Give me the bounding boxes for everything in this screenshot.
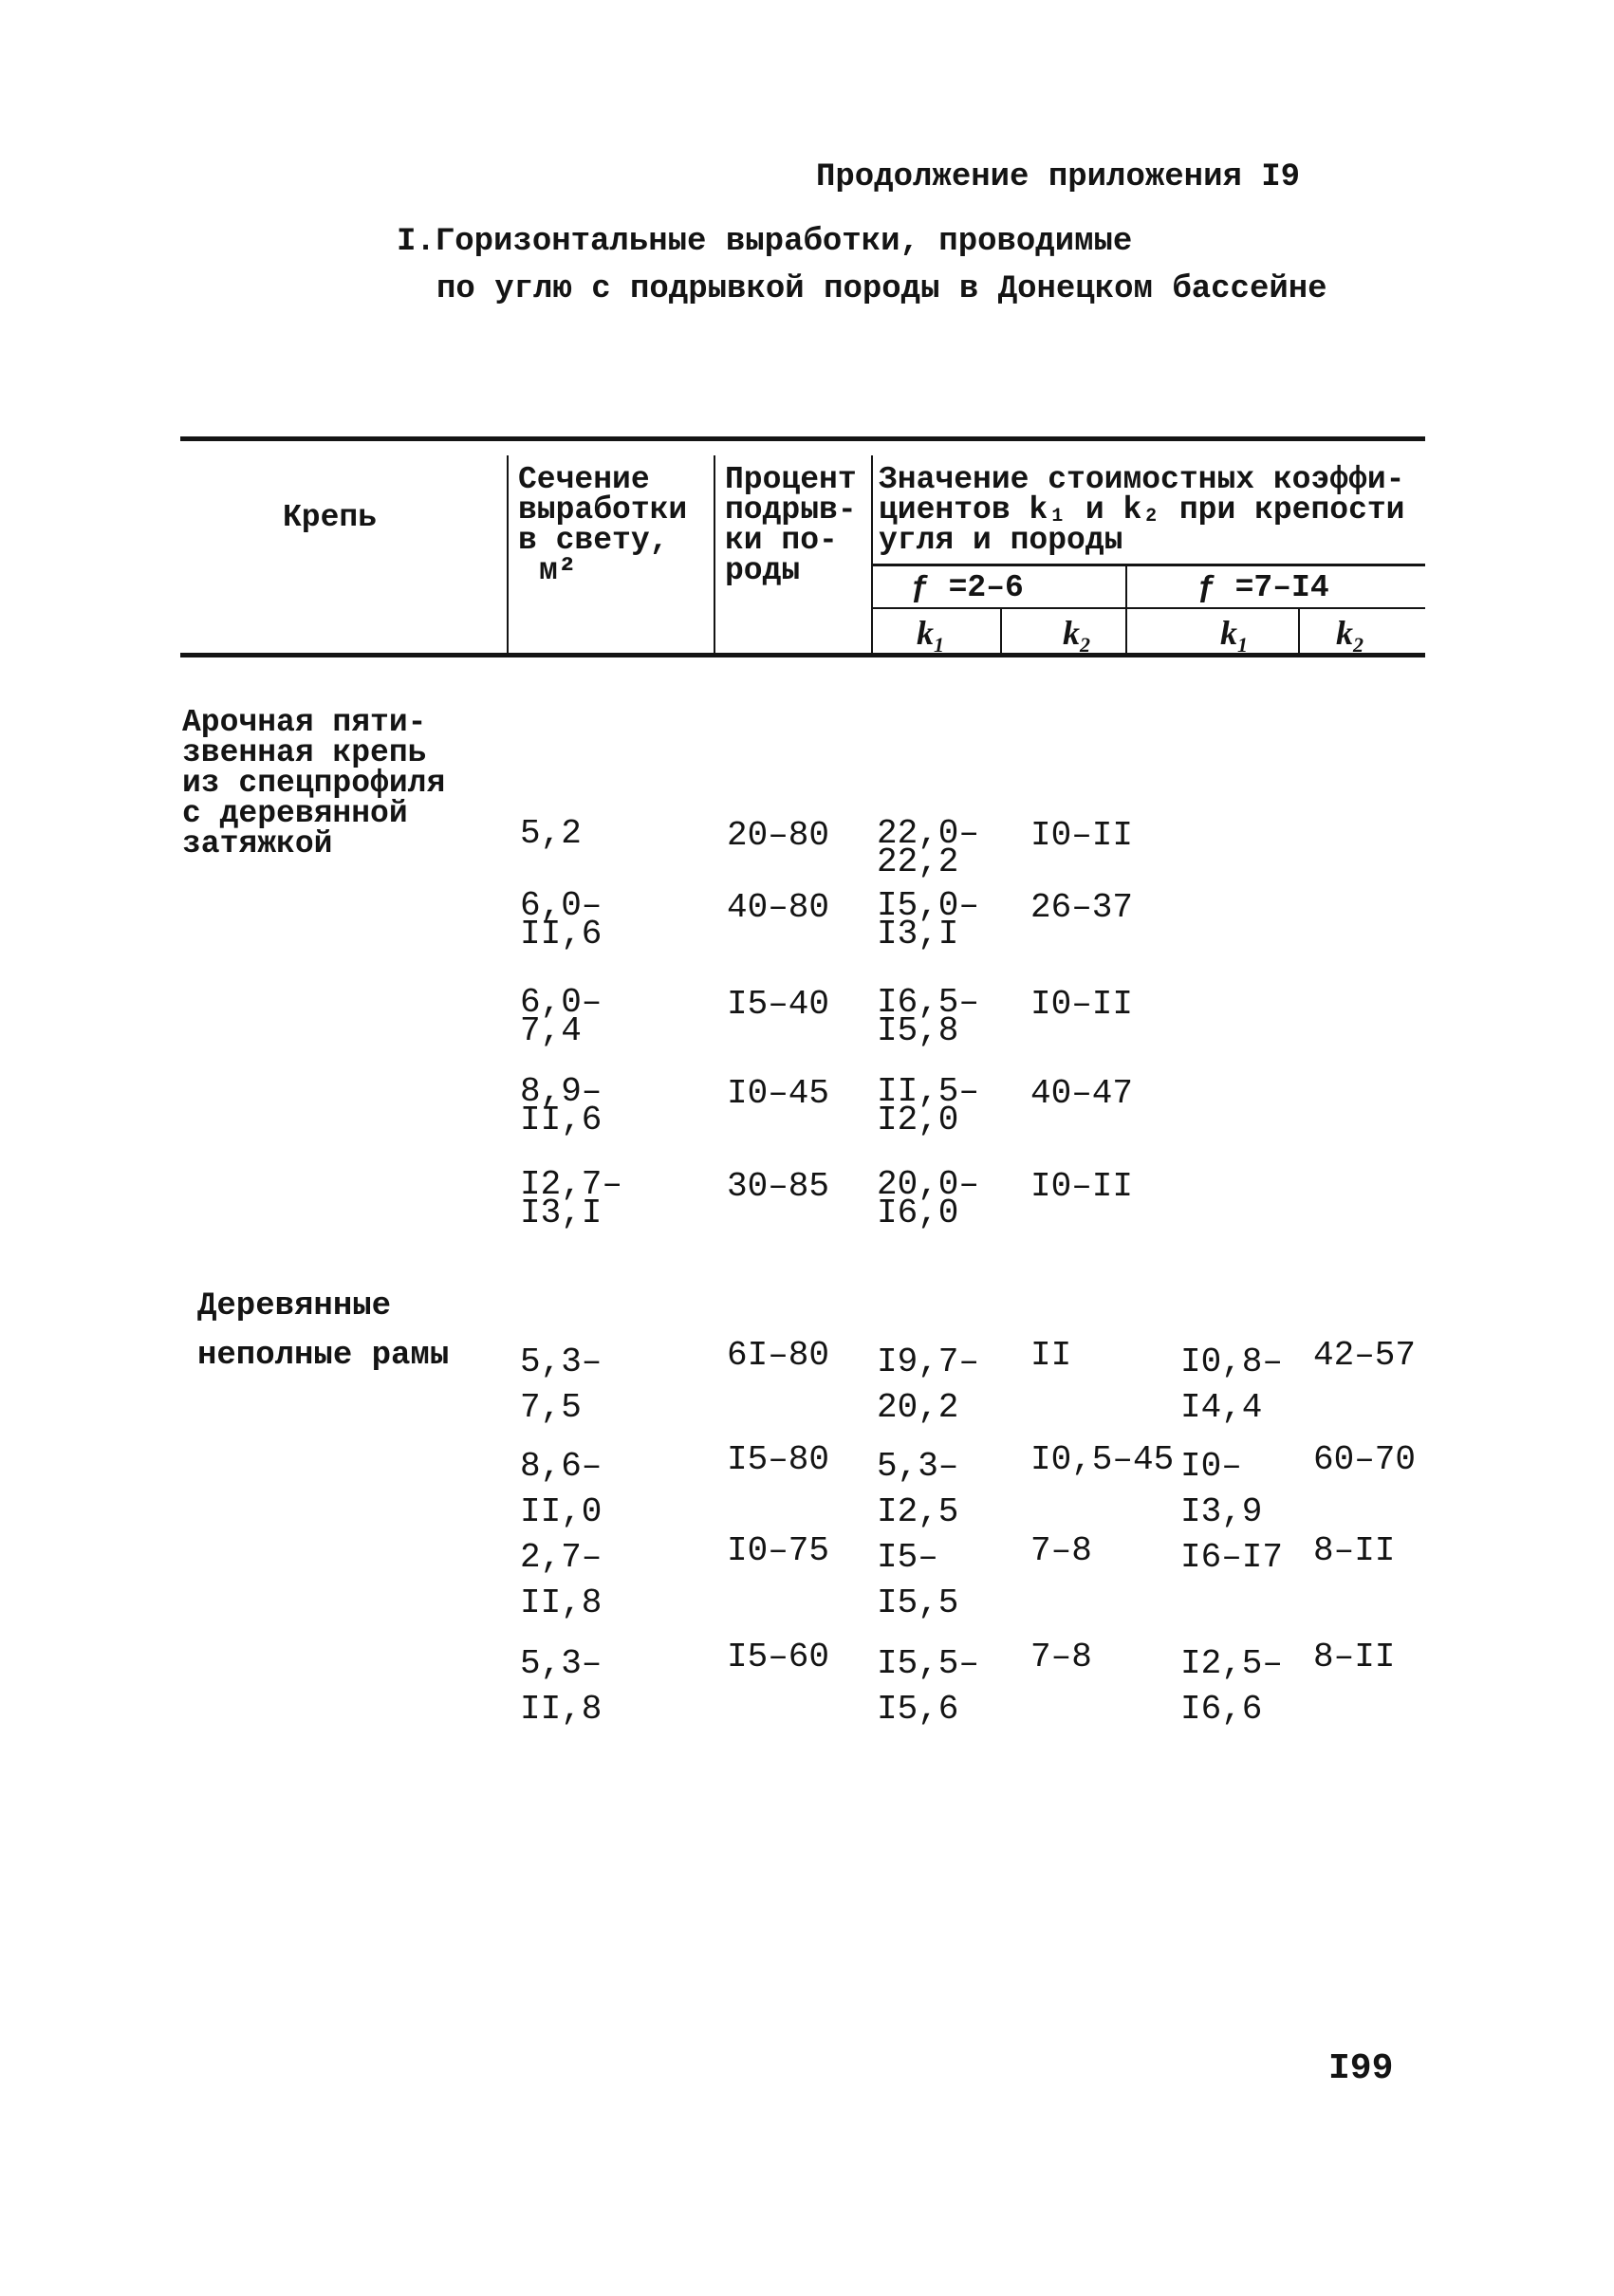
cell-k2-f2-6: I0–II — [1030, 985, 1134, 1024]
cell-k1-f7-14: I6–I7 — [1180, 1538, 1284, 1577]
group2-label-line1: Деревянные — [197, 1288, 392, 1324]
cell-sechenie: 6,0– II,6 — [520, 886, 603, 954]
cell-k1-f2-6: 20,0– I6,0 — [877, 1165, 980, 1232]
f-row-underline — [871, 607, 1425, 609]
col-sep-3 — [871, 455, 873, 653]
cell-k2-f2-6: 7–8 — [1030, 1638, 1092, 1676]
col-header-krep: Крепь — [283, 500, 378, 535]
cell-sechenie: 6,0– 7,4 — [520, 983, 603, 1050]
cell-procent: I0–75 — [727, 1531, 830, 1570]
col-header-znachenie: Значение стоимостных коэффи- циентов k₁ и k₂ при крепости угля и породы — [879, 462, 1405, 558]
col-header-k1-a: $k_1$ — [917, 614, 944, 657]
col-sep-k-b — [1298, 609, 1300, 653]
col-header-f-2-6: ƒ =2–6 — [911, 570, 1024, 605]
cell-k2-f2-6: I0–II — [1030, 816, 1134, 855]
cell-k2-f7-14: 8–II — [1313, 1531, 1396, 1570]
table-top-rule — [180, 436, 1425, 441]
cell-k1-f2-6: I5– I5,5 — [877, 1538, 959, 1622]
cell-sechenie: 8,9– II,6 — [520, 1072, 603, 1139]
cell-sechenie: 5,2 — [520, 814, 582, 853]
col-header-procent: Процент подрыв- ки по- роды — [725, 462, 857, 588]
cell-procent: 30–85 — [727, 1167, 830, 1206]
cell-procent: 20–80 — [727, 816, 830, 855]
znachenie-underline — [871, 564, 1425, 566]
cell-k2-f2-6: 26–37 — [1030, 888, 1134, 927]
cell-procent: 6I–80 — [727, 1336, 830, 1375]
page-number: I99 — [1328, 2048, 1394, 2089]
cell-k1-f2-6: 22,0– 22,2 — [877, 814, 980, 881]
cell-k2-f2-6: I0–II — [1030, 1167, 1134, 1206]
cell-k1-f2-6: I6,5– I5,8 — [877, 983, 980, 1050]
cell-sechenie: 8,6– II,0 — [520, 1447, 603, 1531]
col-sep-2 — [714, 455, 715, 653]
section-title-line1: I.Горизонтальные выработки, проводимые — [397, 224, 1133, 260]
cell-k1-f7-14: I0– I3,9 — [1180, 1447, 1263, 1531]
group1-label: Арочная пяти- звенная крепь из спецпрофиля с деревянной затяжкой — [182, 705, 446, 861]
col-sep-k-a — [1000, 609, 1002, 653]
cell-k2-f2-6: II — [1030, 1336, 1072, 1375]
cell-procent: I5–60 — [727, 1638, 830, 1676]
cell-k1-f2-6: I5,0– I3,I — [877, 886, 980, 954]
col-header-k1-b: $k_1$ — [1220, 614, 1248, 657]
col-sep-f — [1125, 565, 1127, 653]
cell-k1-f2-6: 5,3– I2,5 — [877, 1447, 959, 1531]
col-header-f-7-14: ƒ =7–I4 — [1197, 570, 1329, 605]
cell-sechenie: I2,7– I3,I — [520, 1165, 623, 1232]
cell-k2-f2-6: I0,5–45 — [1030, 1440, 1175, 1479]
cell-k2-f7-14: 8–II — [1313, 1638, 1396, 1676]
cell-sechenie: 2,7– II,8 — [520, 1538, 603, 1622]
cell-sechenie: 5,3– 7,5 — [520, 1342, 603, 1427]
cell-k2-f7-14: 60–70 — [1313, 1440, 1417, 1479]
col-header-sechenie: Сечение выработки в свету, м² — [518, 462, 688, 588]
cell-k2-f2-6: 7–8 — [1030, 1531, 1092, 1570]
cell-k1-f7-14: I0,8– I4,4 — [1180, 1342, 1284, 1427]
col-header-k2-b: $k_2$ — [1336, 614, 1364, 657]
cell-sechenie: 5,3– II,8 — [520, 1644, 603, 1729]
group2-label-line2: неполные рамы — [197, 1338, 450, 1374]
cell-k1-f2-6: I9,7– 20,2 — [877, 1342, 980, 1427]
cell-k1-f2-6: I5,5– I5,6 — [877, 1644, 980, 1729]
cell-k2-f7-14: 42–57 — [1313, 1336, 1417, 1375]
cell-procent: 40–80 — [727, 888, 830, 927]
continuation-label: Продолжение приложения I9 — [816, 159, 1301, 195]
section-title-line2: по углю с подрывкой породы в Донецком бассейне — [436, 271, 1327, 307]
cell-k1-f2-6: II,5– I2,0 — [877, 1072, 980, 1139]
col-sep-1 — [507, 455, 509, 653]
col-header-k2-a: $k_2$ — [1063, 614, 1090, 657]
cell-k2-f2-6: 40–47 — [1030, 1074, 1134, 1113]
cell-procent: I0–45 — [727, 1074, 830, 1113]
cell-procent: I5–80 — [727, 1440, 830, 1479]
cell-procent: I5–40 — [727, 985, 830, 1024]
cell-k1-f7-14: I2,5– I6,6 — [1180, 1644, 1284, 1729]
